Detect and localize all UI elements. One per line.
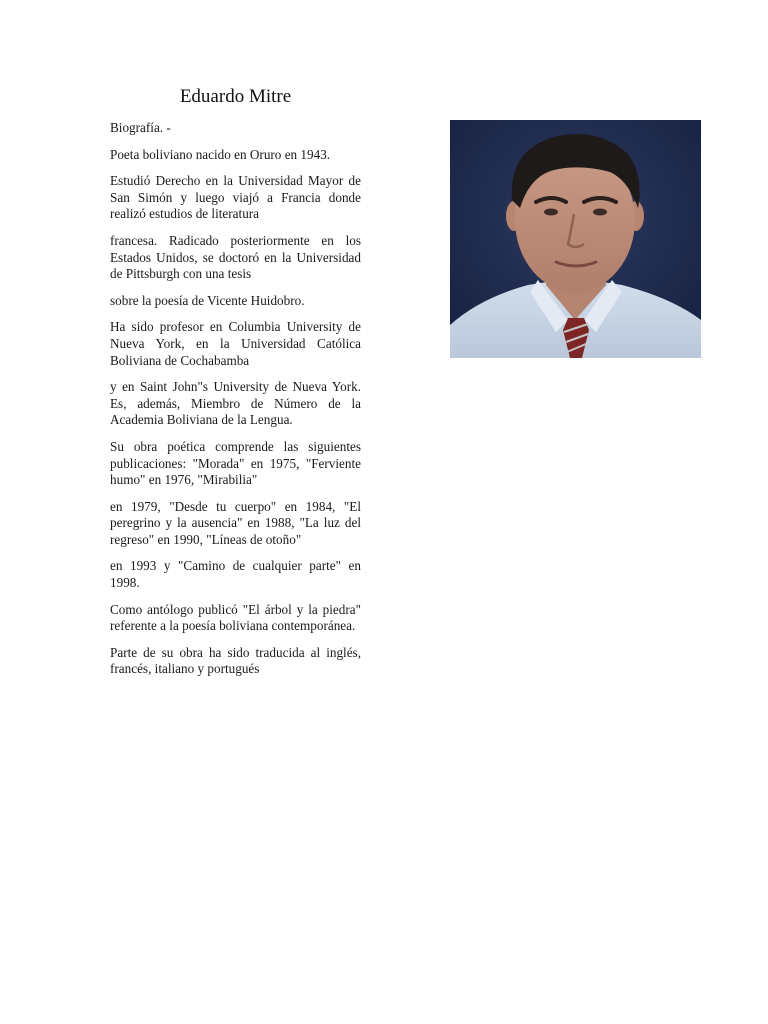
paragraph: sobre la poesía de Vicente Huidobro. bbox=[110, 292, 305, 308]
paragraph: Su obra poética comprende las siguientes publicaciones: "Morada" en 1975, "Ferviente humo" en 1976, "Mirabilia" bbox=[110, 438, 361, 488]
paragraph: Poeta boliviano nacido en Oruro en 1943. bbox=[110, 146, 331, 162]
portrait-photo bbox=[450, 120, 701, 358]
paragraph: Como antólogo publicó "El árbol y la piedra" referente a la poesía boliviana contemporánea. bbox=[110, 601, 361, 634]
paragraph: Parte de su obra ha sido traducida al inglés, francés, italiano y portugués bbox=[110, 644, 361, 677]
page-title: Eduardo Mitre bbox=[179, 86, 292, 107]
paragraph: en 1979, "Desde tu cuerpo" en 1984, "El peregrino y la ausencia" en 1988, "La luz del regreso" en 1990, "Líneas de otoño" bbox=[110, 498, 361, 547]
paragraph: Ha sido profesor en Columbia University de Nueva York, en la Universidad Católica Boliviana de Cochabamba bbox=[110, 319, 361, 368]
paragraph: Estudió Derecho en la Universidad Mayor de San Simón y luego viajó a Francia donde realizó estudios de literatura bbox=[110, 173, 361, 222]
paragraph: francesa. Radicado posteriormente en los Estados Unidos, se doctoró en la Universidad de Pittsburgh con una tesis bbox=[110, 232, 361, 282]
paragraph: y en Saint John"s University de Nueva York. Es, además, Miembro de Número de la Academia Boliviana de la Lengua. bbox=[110, 379, 361, 428]
biography-text bbox=[110, 120, 361, 688]
section-subtitle: Biografía. - bbox=[110, 120, 171, 135]
paragraph: en 1993 y "Camino de cualquier parte" en 1998. bbox=[110, 558, 361, 591]
portrait-illustration bbox=[450, 120, 701, 358]
